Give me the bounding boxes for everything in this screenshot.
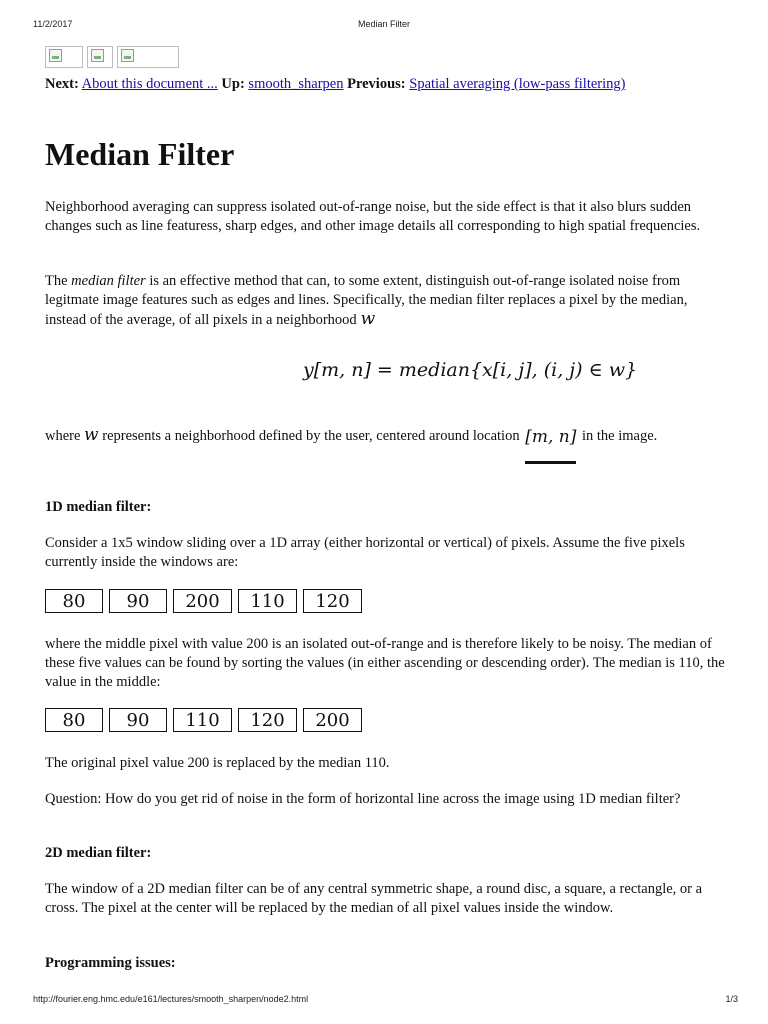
nav-icons xyxy=(45,46,179,68)
print-date: 11/2/2017 xyxy=(33,19,73,29)
math-w: w xyxy=(360,309,376,329)
window-cell: 80 xyxy=(45,589,103,613)
math-w: w xyxy=(84,425,99,445)
up-label: Up: xyxy=(221,76,245,92)
question-paragraph: Question: How do you get rid of noise in the form of horizontal line across the image using 1D median filter? xyxy=(45,791,681,807)
print-url: http://fourier.eng.hmc.edu/e161/lectures/smooth_sharpen/node2.html xyxy=(33,994,309,1004)
sorted-cell: 120 xyxy=(238,708,297,732)
sorted-cell: 110 xyxy=(173,708,232,732)
median-filter-paragraph xyxy=(45,272,725,330)
print-title: Median Filter xyxy=(357,19,411,29)
heading-programming: Programming issues: xyxy=(45,955,176,971)
intro-paragraph: Neighborhood averaging can suppress isolated out-of-range noise, but the side effect is that it also blurs sudden changes such as line featuress, sharp edges, and other image details all corresponding to high spatial frequencies. xyxy=(45,199,701,234)
previous-label: Previous: xyxy=(347,76,406,92)
broken-image-icon xyxy=(49,49,62,62)
equation-rhs: {x[i, j], (i, j) ∈ w} xyxy=(469,359,638,381)
sorted-cell: 90 xyxy=(109,708,167,732)
sorting-paragraph: where the middle pixel with value 200 is an isolated out-of-range and is therefore likely to be noisy. The median of these five values can be found by sorting the values (in either ascending or descending order). The median is 110, the value in the middle: xyxy=(45,636,725,690)
text: is an effective method that can, to some extent, distinguish out-of-range isolated noise from legitmate image features such as edges and lines. Specifically, the median filter replaces a pixel by the median, instead of the average, of all pixels in a neighborhood xyxy=(45,273,688,328)
window-cell: 90 xyxy=(109,589,167,613)
up-link[interactable]: smooth_sharpen xyxy=(248,76,344,92)
text: represents a neighborhood defined by the user, centered around location xyxy=(98,428,524,444)
heading-1d: 1D median filter: xyxy=(45,499,152,515)
underline-bar xyxy=(525,461,576,464)
next-link[interactable]: About this document ... xyxy=(81,76,218,92)
math-mn: [m, n] xyxy=(525,427,577,447)
equation-lhs: y[m, n] = xyxy=(303,359,399,381)
text: in the image. xyxy=(578,428,658,444)
term-median-filter: median filter xyxy=(71,273,146,289)
2d-paragraph: The window of a 2D median filter can be of any central symmetric shape, a round disc, a square, a rectangle, or a cross. The pixel at the center will be replaced by the median of all pixel values inside the window. xyxy=(45,881,703,916)
previous-icon[interactable] xyxy=(117,46,179,68)
equation-function: median xyxy=(398,359,470,381)
sorted-values-row xyxy=(45,708,362,732)
next-label: Next: xyxy=(45,76,79,92)
up-icon[interactable] xyxy=(87,46,113,68)
window-paragraph: Consider a 1x5 window sliding over a 1D array (either horizontal or vertical) of pixels. Assume the five pixels currently inside the windows are: xyxy=(45,535,685,570)
navigation-bar xyxy=(45,76,625,93)
window-cell: 200 xyxy=(173,589,232,613)
window-cell: 110 xyxy=(238,589,297,613)
math-location xyxy=(525,428,576,448)
broken-image-icon xyxy=(91,49,104,62)
broken-image-icon xyxy=(121,49,134,62)
previous-link[interactable]: Spatial averaging (low-pass filtering) xyxy=(409,76,626,92)
text: where xyxy=(45,428,85,444)
sorted-cell: 80 xyxy=(45,708,103,732)
sorted-cell: 200 xyxy=(303,708,362,732)
where-paragraph xyxy=(45,426,725,448)
next-icon[interactable] xyxy=(45,46,83,68)
text: The xyxy=(45,273,72,289)
window-values-row xyxy=(45,589,362,613)
heading-2d: 2D median filter: xyxy=(45,845,152,861)
median-equation xyxy=(303,359,637,381)
window-cell: 120 xyxy=(303,589,362,613)
page-title: Median Filter xyxy=(45,136,235,172)
replacement-paragraph: The original pixel value 200 is replaced by the median 110. xyxy=(45,755,390,771)
print-page-number: 1/3 xyxy=(725,994,738,1004)
